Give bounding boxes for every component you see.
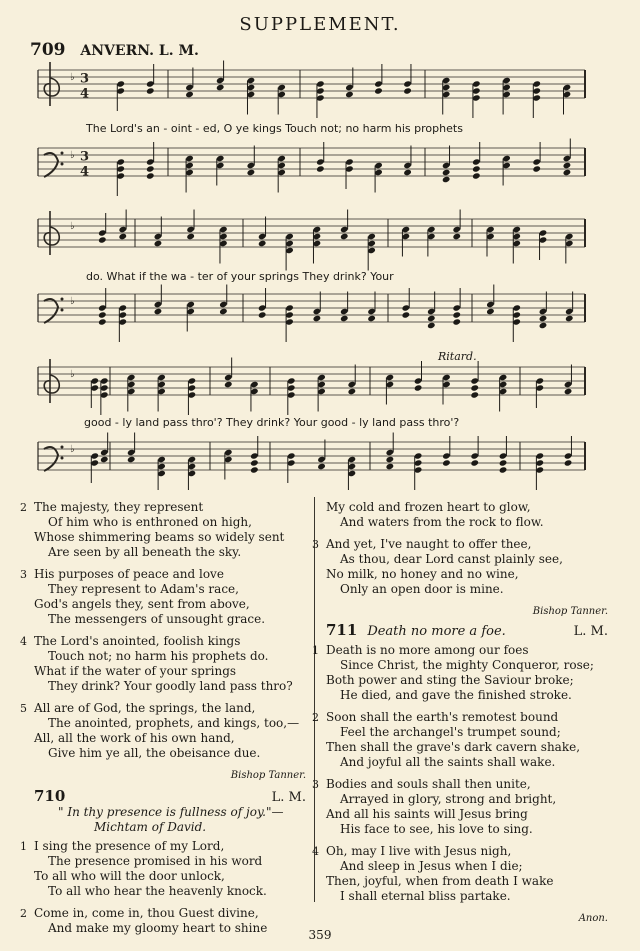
stanza-text: Bodies and souls shall then unite, [326, 777, 531, 791]
stanza-line [312, 844, 608, 859]
stanza-number: 4 [20, 635, 27, 648]
hymn-710-subtitle-source: Michtam of David. [94, 820, 207, 834]
note-head-icon [442, 459, 451, 466]
note-head-icon [317, 463, 326, 470]
note-head-icon [98, 311, 107, 318]
note-head-icon [118, 233, 127, 240]
hymn-710-meter: L. M. [271, 790, 306, 805]
note-head-icon [499, 459, 508, 466]
stanza-line [34, 746, 306, 761]
stanza-line [326, 740, 608, 755]
hymn-709-number: 709 [30, 40, 66, 60]
note-head-icon [247, 169, 256, 176]
stanza-text: And yet, I've naught to offer thee, [326, 537, 532, 551]
bass-clef-icon [44, 447, 58, 471]
stanza-line [326, 822, 608, 837]
stanza [312, 710, 608, 770]
left-column [20, 500, 306, 943]
note-head-icon [340, 233, 349, 240]
stanza-line [326, 552, 608, 567]
stanza-text: Soon shall the earth's remotest bound [326, 710, 559, 724]
stanza [312, 844, 608, 904]
note-head-icon [224, 381, 233, 388]
note-head-icon [185, 91, 194, 98]
hymn-710-heading [34, 789, 306, 805]
stanza-line [326, 582, 608, 597]
note-head-icon [532, 165, 541, 172]
flat-sign-icon: ♭ [70, 369, 75, 380]
stanza-line [312, 643, 608, 658]
note-head-icon [154, 240, 163, 247]
note-head-icon [452, 233, 461, 240]
note-head-icon [486, 308, 495, 315]
stanza-text: Come in, come in, thou Guest divine, [34, 906, 259, 920]
stanza [20, 701, 306, 761]
stanza-text: My cold and frozen heart to glow, [326, 500, 531, 514]
note-head-icon [386, 463, 395, 470]
stanza-text: They drink? Your goodly land pass thro? [48, 679, 293, 693]
stanza-line [326, 658, 608, 673]
stanza-text: As thou, dear Lord canst plainly see, [340, 552, 563, 566]
note-head-icon [216, 84, 225, 91]
stanza-text: Then, joyful, when from death I wake [326, 874, 554, 888]
note-head-icon [452, 318, 461, 325]
stanza-line [326, 688, 608, 703]
stanza [312, 643, 608, 703]
note-head-icon [470, 384, 479, 391]
stanza-text: No milk, no honey and no wine, [326, 567, 519, 581]
stanza-line [34, 582, 306, 597]
ritard-marking: Ritard. [438, 350, 477, 363]
stanza-number: 1 [20, 840, 27, 853]
note-head-icon [258, 240, 267, 247]
stanza-text: The Lord's anointed, foolish kings [34, 634, 241, 648]
note-head-icon [442, 176, 451, 183]
stanza [20, 500, 306, 560]
time-sig-bottom-icon: 4 [80, 86, 90, 102]
bass-clef-dot-icon [61, 309, 64, 312]
flat-sign-icon: ♭ [70, 296, 75, 307]
bass-clef-dot-icon [61, 446, 64, 449]
stanza-line [34, 884, 306, 899]
note-head-icon [340, 315, 349, 322]
flat-sign-icon: ♭ [70, 444, 75, 455]
note-head-icon [402, 311, 411, 318]
stanza-line [326, 673, 608, 688]
stanza-line [20, 906, 306, 921]
note-head-icon [452, 311, 461, 318]
stanza-text: His purposes of peace and love [34, 567, 224, 581]
note-head-icon [563, 169, 572, 176]
right-column [312, 500, 608, 926]
stanza-line [34, 854, 306, 869]
lyric-line-2: do. What if the wa - ter of your springs They drink? Your [86, 270, 394, 283]
stanza-text: His face to see, his love to sing. [340, 822, 533, 836]
stanza-number: 2 [20, 907, 27, 920]
stanza-line [326, 792, 608, 807]
stanza-text: And sleep in Jesus when I die; [340, 859, 523, 873]
stanza-text: Since Christ, the mighty Conqueror, rose; [340, 658, 594, 672]
page-header: SUPPLEMENT. [239, 14, 401, 35]
stanza-line [34, 612, 306, 627]
stanza-text: Whose shimmering beams so widely sent [34, 530, 285, 544]
note-head-icon [403, 169, 412, 176]
note-head-icon [564, 388, 573, 395]
flat-sign-icon: ♭ [70, 72, 75, 83]
stanza-line [20, 839, 306, 854]
time-sig-top-icon: 3 [80, 149, 90, 165]
stanza-line [34, 530, 306, 545]
stanza-text: All, all the work of his own hand, [34, 731, 235, 745]
column-divider [314, 497, 315, 902]
note-head-icon [539, 322, 548, 329]
note-head-icon [146, 172, 155, 179]
stanza-text: All are of God, the springs, the land, [34, 701, 256, 715]
note-head-icon [386, 456, 395, 463]
lyric-line-3: good - ly land pass thro'? They drink? Your good - ly land pass thro'? [84, 416, 460, 429]
stanza-text: Death is no more among our foes [326, 643, 529, 657]
note-head-icon [564, 459, 573, 466]
stanza-line [34, 716, 306, 731]
stanza [20, 839, 306, 899]
note-head-icon [146, 87, 155, 94]
stanza-line [326, 515, 608, 530]
stanza-text: The messengers of unsought grace. [48, 612, 266, 626]
stanza-line [326, 725, 608, 740]
note-head-icon [146, 165, 155, 172]
stanza-line [34, 731, 306, 746]
stanza-number: 1 [312, 644, 319, 657]
stanza [20, 567, 306, 627]
stanza-line [20, 701, 306, 716]
stanza-line [326, 567, 608, 582]
stanza-text: To all who hear the heavenly knock. [48, 884, 267, 898]
bass-clef-dot-icon [61, 457, 64, 460]
hymn-710-continued [312, 500, 608, 597]
stanza-text: And all his saints will Jesus bring [326, 807, 528, 821]
flat-sign-icon: ♭ [70, 150, 75, 161]
stanza-line [34, 649, 306, 664]
flat-sign-icon: ♭ [70, 221, 75, 232]
note-head-icon [219, 308, 228, 315]
note-head-icon [374, 87, 383, 94]
stanza-text: Give him ye all, the obeisance due. [48, 746, 261, 760]
stanza-text: I shall eternal bliss partake. [340, 889, 511, 903]
stanza-line [326, 500, 608, 515]
hymn-709-tune: ANVERN. L. M. [80, 43, 199, 59]
hymn-711-heading [326, 623, 608, 639]
note-head-icon [427, 315, 436, 322]
hymn-711-attribution: Anon. [578, 913, 608, 924]
note-head-icon [563, 162, 572, 169]
note-head-icon [427, 322, 436, 329]
hymn-711-stanzas [312, 643, 608, 904]
hymn-711-meter: L. M. [573, 624, 608, 639]
stanza-text: And joyful all the saints shall wake. [340, 755, 556, 769]
stanza-line [20, 634, 306, 649]
stanza-number: 5 [20, 702, 27, 715]
stanza-line [326, 859, 608, 874]
stanza-number: 4 [312, 845, 319, 858]
note-head-icon [250, 466, 259, 473]
stanza-line [34, 545, 306, 560]
stanza [20, 634, 306, 694]
note-head-icon [442, 169, 451, 176]
stanza-line [312, 537, 608, 552]
stanza-text: They represent to Adam's race, [48, 582, 239, 596]
stanza-text: To all who will the door unlock, [34, 869, 225, 883]
note-head-icon [98, 236, 107, 243]
bass-clef-dot-icon [61, 152, 64, 155]
stanza-text: What if the water of your springs [34, 664, 237, 678]
note-head-icon [98, 318, 107, 325]
time-sig-bottom-icon: 4 [80, 164, 90, 180]
stanza-line [326, 755, 608, 770]
stanza-text: And make my gloomy heart to shine [48, 921, 268, 935]
stanza-text: Only an open door is mine. [340, 582, 504, 596]
stanza [312, 777, 608, 837]
note-head-icon [539, 315, 548, 322]
bass-clef-icon [44, 153, 58, 177]
note-head-icon [470, 391, 479, 398]
note-head-icon [345, 91, 354, 98]
stanza-text: Are seen by all beneath the sky. [48, 545, 242, 559]
note-head-icon [499, 466, 508, 473]
stanza-text: He died, and gave the finished stroke. [340, 688, 572, 702]
hymn-710-attribution: Bishop Tanner. [532, 606, 608, 617]
note-head-icon [403, 87, 412, 94]
stanza-number: 3 [20, 568, 27, 581]
note-head-icon [367, 315, 376, 322]
stanza-line [34, 515, 306, 530]
hymn-709-stanzas [20, 500, 306, 761]
bass-clef-dot-icon [61, 163, 64, 166]
stanza-text: And waters from the rock to flow. [340, 515, 544, 529]
stanza-line [34, 869, 306, 884]
stanza-number: 2 [312, 711, 319, 724]
stanza-line [326, 889, 608, 904]
stanza-number: 3 [312, 538, 319, 551]
hymn-709-attribution: Bishop Tanner. [230, 770, 306, 781]
note-head-icon [472, 165, 481, 172]
stanza-line [312, 710, 608, 725]
note-head-icon [186, 233, 195, 240]
stanza-text: The majesty, they represent [34, 500, 204, 514]
stanza [326, 500, 608, 530]
page-number: 359 [308, 928, 332, 942]
stanza-number: 2 [20, 501, 27, 514]
stanza-line [20, 500, 306, 515]
note-head-icon [472, 172, 481, 179]
note-head-icon [348, 388, 357, 395]
stanza-text: Feel the archangel's trumpet sound; [340, 725, 561, 739]
hymn-711-title: Death no more a foe. [367, 624, 506, 639]
stanza-text: Arrayed in glory, strong and bright, [340, 792, 557, 806]
stanza-line [34, 597, 306, 612]
stanza-text: God's angels they, sent from above, [34, 597, 250, 611]
note-head-icon [154, 308, 163, 315]
stanza-line [326, 807, 608, 822]
bass-clef-icon [44, 299, 58, 323]
note-head-icon [250, 459, 259, 466]
stanza-text: Oh, may I live with Jesus nigh, [326, 844, 512, 858]
stanza-text: The anointed, prophets, and kings, too,— [48, 716, 300, 730]
hymn-711-number: 711 [326, 621, 358, 639]
stanza-line [312, 777, 608, 792]
stanza-text: Both power and sting the Saviour broke; [326, 673, 574, 687]
lyric-line-1: The Lord's an - oint - ed, O ye kings Touch not; no harm his prophets [86, 122, 463, 135]
stanza-text: I sing the presence of my Lord, [34, 839, 225, 853]
stanza [312, 537, 608, 597]
stanza-number: 3 [312, 778, 319, 791]
stanza-text: Then shall the grave's dark cavern shake, [326, 740, 581, 754]
hymn-710-number: 710 [34, 787, 66, 805]
note-head-icon [414, 384, 423, 391]
time-sig-top-icon: 3 [80, 71, 90, 87]
note-head-icon [258, 311, 267, 318]
stanza-text: Touch not; no harm his prophets do. [48, 649, 269, 663]
note-head-icon [470, 459, 479, 466]
stanza-line [20, 567, 306, 582]
note-head-icon [313, 315, 322, 322]
note-head-icon [316, 165, 325, 172]
stanza-text: Of him who is enthroned on high, [48, 515, 252, 529]
hymn-710-subtitle: " In thy presence is fullness of joy."— [58, 805, 284, 819]
stanza-line [326, 874, 608, 889]
hymn-710-stanzas [20, 839, 306, 936]
note-head-icon [100, 456, 109, 463]
note-head-icon [127, 456, 136, 463]
stanza-line [34, 664, 306, 679]
stanza-text: The presence promised in his word [48, 854, 263, 868]
stanza-line [34, 679, 306, 694]
bass-clef-dot-icon [61, 298, 64, 301]
note-head-icon [565, 315, 574, 322]
